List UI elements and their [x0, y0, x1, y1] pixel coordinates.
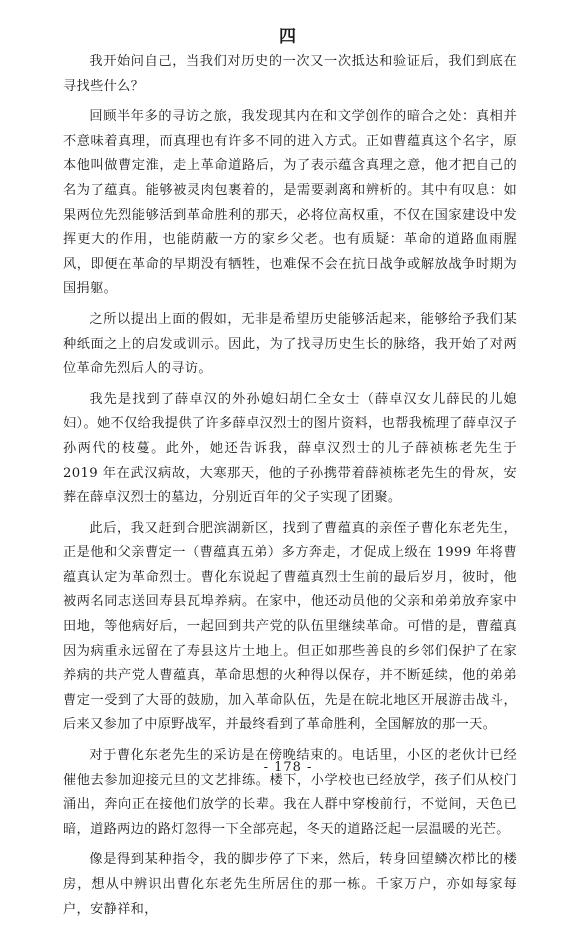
paragraph-5: 此后，我又赶到合肥滨湖新区，找到了曹蕴真的亲侄子曹化东老先生，正是他和父亲曹定一（曹蕴真五弟）多方奔走，才促成上级在 1999 年将曹蕴真认定为革命烈士。曹化东说起了曹蕴真烈士生前的最后岁月，彼时，他被两名同志送回寿县瓦埠养病。在家中，他还动员他的父亲和弟弟放弃家中田地，等他病好后，一起回到共产党的队伍里继续革命。可惜的是，曹蕴真因为病重永远留在了寿县这片土地上。但正如那些善良的乡邻们保护了在家养病的共产党人曹蕴真，革命思想的火种得以保存，并不断延续，他的弟弟曹定一受到了大哥的鼓励，加入革命队伍，先是在皖北地区开展游击战斗，后来又参加了中原野战军，并最终看到了革命胜利，全国解放的那一天。	[63, 520, 517, 733]
section-heading: 四	[279, 27, 297, 47]
page-number: - 178 -	[263, 760, 313, 775]
paragraph-4: 我先是找到了薛卓汉的外孙媳妇胡仁全女士（薛卓汉女儿薛民的儿媳妇）。她不仅给我提供了许多薛卓汉烈士的图片资料，也帮我梳理了薛卓汉子孙两代的枝蔓。此外，她还告诉我，薛卓汉烈士的儿子薛祯栋老先生于 2019 年在武汉病故，大寒那天，他的子孙携带着薛祯栋老先生的骨灰，安葬在薛卓汉烈士的墓边，分别近百年的父子实现了团聚。	[63, 391, 518, 506]
paragraph-1: 我开始问自己，当我们对历史的一次又一次抵达和验证后，我们到底在寻找些什么？	[63, 54, 517, 94]
paragraph-7: 像是得到某种指令，我的脚步停了下来，然后，转身回望鳞次栉比的楼房，想从中辨识出曹化东老先生所居住的那一栋。千家万户，亦如每家每户，安静祥和，	[63, 852, 517, 917]
body-text	[63, 50, 517, 928]
paragraph-2: 回顾半年多的寻访之旅，我发现其内在和文学创作的暗合之处：真相并不意味着真理，而真理也有许多不同的进入方式。正如曹蕴真这个名字，原本他叫做曹定淮，走上革命道路后，为了表示蕴含真理之意，他才把自己的名为了蕴真。能够被灵肉包裹着的，是需要剥离和辨析的。其中有叹息：如果两位先烈能够活到革命胜利的那天，必将位高权重，不仅在国家建设中发挥更大的作用，也能荫蔽一方的家乡父老。也有质疑：革命的道路血雨腥风，即便在革命的早期没有牺牲，也难保不会在抗日战争或解放战争时期为国捐躯。	[63, 109, 517, 297]
paragraph-6: 对于曹化东老先生的采访是在傍晚结束的。电话里，小区的老伙计已经催他去参加迎接元旦的文艺排练。楼下，小学校也已经放学，孩子们从校门涌出，奔向正在接他们放学的长辈。我在人群中穿梭前行，不觉间，天色已暗，道路两边的路灯忽得一下全部亮起，冬天的道路泛起一层温暖的光芒。	[63, 748, 517, 837]
paragraph-3: 之所以提出上面的假如，无非是希望历史能够活起来，能够给予我们某种纸面之上的启发或训示。因此，为了找寻历史生长的脉络，我开始了对两位革命先烈后人的寻访。	[63, 311, 517, 377]
